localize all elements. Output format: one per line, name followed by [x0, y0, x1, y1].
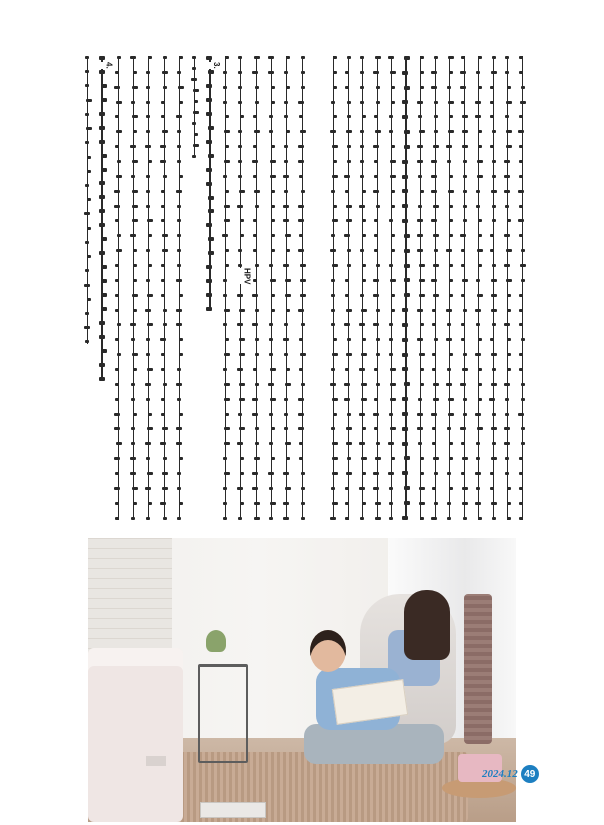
text-column	[299, 56, 306, 520]
text-column	[145, 56, 152, 520]
section-number-4: 4.	[93, 62, 113, 69]
text-column	[504, 56, 511, 520]
books-on-floor	[200, 802, 266, 818]
text-column	[115, 56, 122, 520]
text-column	[161, 56, 168, 520]
text-column	[446, 56, 453, 520]
throw-blanket	[464, 594, 492, 744]
text-column	[432, 56, 439, 520]
man-legs	[304, 724, 444, 764]
text-column	[417, 56, 424, 520]
issue-date: 2024.12	[482, 768, 518, 780]
hpv-term: HPV	[231, 268, 251, 284]
side-table	[198, 664, 248, 763]
text-column	[130, 56, 137, 520]
text-column	[84, 56, 91, 520]
text-column	[475, 56, 482, 520]
text-column	[237, 56, 252, 520]
man-head	[310, 630, 346, 672]
potted-plant-icon	[206, 630, 226, 652]
couple-reading-photo	[88, 538, 516, 822]
text-column	[359, 56, 366, 520]
text-column	[490, 56, 497, 520]
text-column	[99, 56, 114, 520]
text-column	[403, 56, 410, 520]
text-column	[253, 56, 260, 520]
text-column	[345, 56, 352, 520]
text-column	[222, 56, 229, 520]
bed	[88, 648, 183, 822]
text-column	[191, 56, 198, 520]
section-number-3: 3.	[201, 62, 221, 69]
text-column	[176, 56, 183, 520]
text-column	[374, 56, 381, 520]
text-column	[283, 56, 290, 520]
text-column	[461, 56, 468, 520]
page-folio	[482, 764, 539, 784]
text-column	[268, 56, 275, 520]
text-column	[207, 56, 221, 520]
text-column	[519, 56, 526, 520]
woman-head	[404, 590, 450, 660]
text-column	[388, 56, 395, 520]
bed-label-icon	[146, 756, 166, 766]
article-text-right-block	[330, 56, 526, 520]
text-column	[330, 56, 337, 520]
page-number-badge: 49	[521, 765, 539, 783]
article-text-left-block	[84, 56, 306, 520]
